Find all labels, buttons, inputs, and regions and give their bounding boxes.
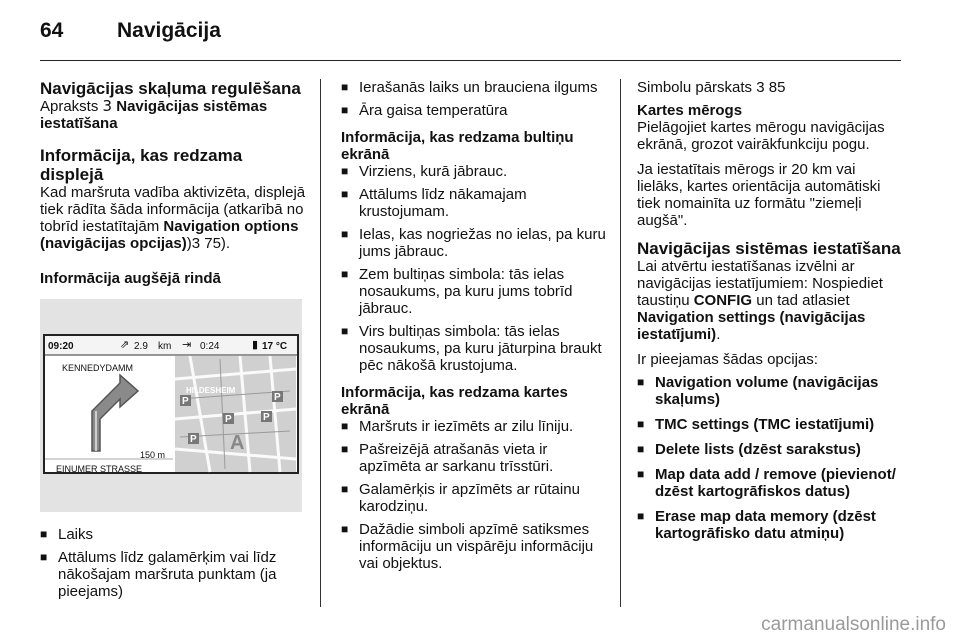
display-bold-ref[interactable]: Navigation options (navigācijas opcijas) [40, 218, 299, 252]
status-arrival: 0:24 [200, 341, 220, 352]
page-number: 64 [40, 19, 64, 42]
column-divider-2 [620, 79, 621, 607]
option-item: ■ Map data add / remove (pievienot/ dzēst kartogrāfiskos datus) [637, 466, 905, 500]
display-tail-paren: ) [186, 235, 192, 252]
list-item: ■ Virs bultiņas simbola: tās ielas nosaukums, pa kuru jāturpina braukt pēc nākošā krustojuma. [341, 323, 607, 374]
status-distance-unit: km [158, 341, 172, 352]
section-volume-title: Navigācijas skaļuma regulēšana [40, 79, 301, 98]
status-temperature: 17 °C [262, 341, 288, 352]
list-item: ■ Galamērķis ir apzīmēts ar rūtainu karodziņu. [341, 481, 607, 515]
symbols-ref [637, 79, 905, 96]
list-item: ■ Zem bultiņas simbola: tās ielas nosaukums, pa kuru jums tobrīd jābrauc. [341, 266, 607, 317]
cross-ref-arrow-icon: 3 [756, 79, 765, 96]
list-item: ■ Attālums līdz galamērķim vai līdz nākošajam maršruta punktam (ja pieejams) [40, 549, 308, 600]
list-item: ■ Maršruts ir iezīmēts ar zilu līniju. [341, 418, 607, 435]
symbols-page[interactable]: 85 [764, 79, 786, 96]
link-settings[interactable]: Navigācijas sistēmas iestatīšana [40, 98, 268, 132]
desc-text: Apraksts [40, 98, 103, 115]
column-3 [637, 79, 905, 542]
status-time: 09:20 [48, 341, 74, 352]
street-top: KENNEDYDAMM [62, 363, 134, 373]
section-settings-title: Navigācijas sistēmas iestatīšana [637, 239, 901, 258]
display-text: Kad maršruta vadība aktivizēta, displejā tiek rādīta šāda informācija (atkarībā no tobrīd iestatītajām [40, 184, 306, 235]
list-item: ■ Ielas, kas nogriežas no ielas, pa kuru jums jābrauc. [341, 226, 607, 260]
settings-text-end: . [716, 326, 721, 343]
header-rule [40, 60, 901, 61]
scale-paragraph-2: Ja iestatītais mērogs ir 20 km vai lielāks, kartes orientācija automātiski tiek nomainīta uz formātu "ziemeļi augšā". [637, 161, 881, 229]
page-title: Navigācija [117, 19, 221, 42]
svg-text:P: P [274, 392, 281, 403]
list-item: ■ Ierašanās laiks un brauciena ilgums [341, 79, 607, 96]
list-item: ■ Virziens, kurā jābrauc. [341, 163, 607, 180]
temperature-icon: ▮ [252, 339, 259, 351]
status-distance: 2.9 [134, 341, 148, 352]
cross-ref-arrow-icon: 3 [191, 235, 201, 252]
option-item: ■ Navigation volume (navigācijas skaļums) [637, 374, 905, 408]
svg-text:P: P [263, 412, 270, 423]
navigation-display-image [40, 299, 302, 512]
column-2 [341, 79, 607, 572]
turn-distance: 150 m [140, 450, 166, 460]
list-item: ■ Attālums līdz nākamajam krustojumam. [341, 186, 607, 220]
scale-paragraph-1: Pielāgojiet kartes mērogu navigācijas ekrānā, grozot vairākfunkciju pogu. [637, 119, 885, 153]
options-intro: Ir pieejamas šādas opcijas: [637, 351, 818, 368]
section-map-title: Informācija, kas redzama kartes ekrānā [341, 384, 568, 418]
section-top-row-title: Informācija augšējā rindā [40, 270, 221, 287]
watermark: carmanualsonline.info [761, 614, 946, 635]
arrival-icon: ⇥ [182, 339, 192, 351]
list-item: ■ Laiks [40, 526, 308, 543]
option-item: ■ Erase map data memory (dzēst kartogrāfisko datu atmiņu) [637, 508, 905, 542]
list-item: ■ Āra gaisa temperatūra [341, 102, 607, 119]
column-divider-1 [320, 79, 321, 607]
symbols-text: Simbolu pārskats [637, 79, 757, 96]
cross-ref-arrow-icon: 3 [102, 97, 113, 115]
option-item: ■ Delete lists (dzēst sarakstus) [637, 441, 905, 458]
map-place: HILDESHEIM [186, 386, 236, 395]
display-tail-page: 75). [200, 235, 231, 252]
option-item: ■ TMC settings (TMC iestatījumi) [637, 416, 905, 433]
section-arrow-title: Informācija, kas redzama bultiņu ekrānā [341, 129, 574, 163]
section-volume-desc [40, 98, 308, 132]
distance-icon: ⇗ [120, 339, 130, 351]
settings-text-b: un tad atlasiet [752, 292, 850, 309]
list-item: ■ Pašreizējā atrašanās vieta ir apzīmēta ar sarkanu trīsstūri. [341, 441, 607, 475]
svg-text:P: P [190, 434, 197, 445]
section-display-text [40, 184, 308, 252]
svg-text:P: P [225, 414, 232, 425]
settings-paragraph [637, 258, 905, 343]
config-key: CONFIG [693, 292, 753, 309]
section-display-title: Informācija, kas redzama displejā [40, 146, 243, 184]
svg-text:P: P [182, 396, 189, 407]
settings-menu-ref[interactable]: Navigation settings (navigācijas iestatījumi) [637, 309, 866, 343]
svg-text:A: A [230, 432, 245, 454]
list-item: ■ Dažādie simboli apzīmē satiksmes informāciju un vispārēju informāciju vai objektus. [341, 521, 607, 572]
section-scale-title: Kartes mērogs [637, 102, 743, 119]
column-1 [40, 79, 308, 600]
street-bottom: EINUMER STRASSE [56, 464, 143, 474]
settings-text-a: Lai atvērtu iestatīšanas izvēlni ar navigācijas iestatījumiem: Nospiediet taustiņu [637, 258, 883, 309]
